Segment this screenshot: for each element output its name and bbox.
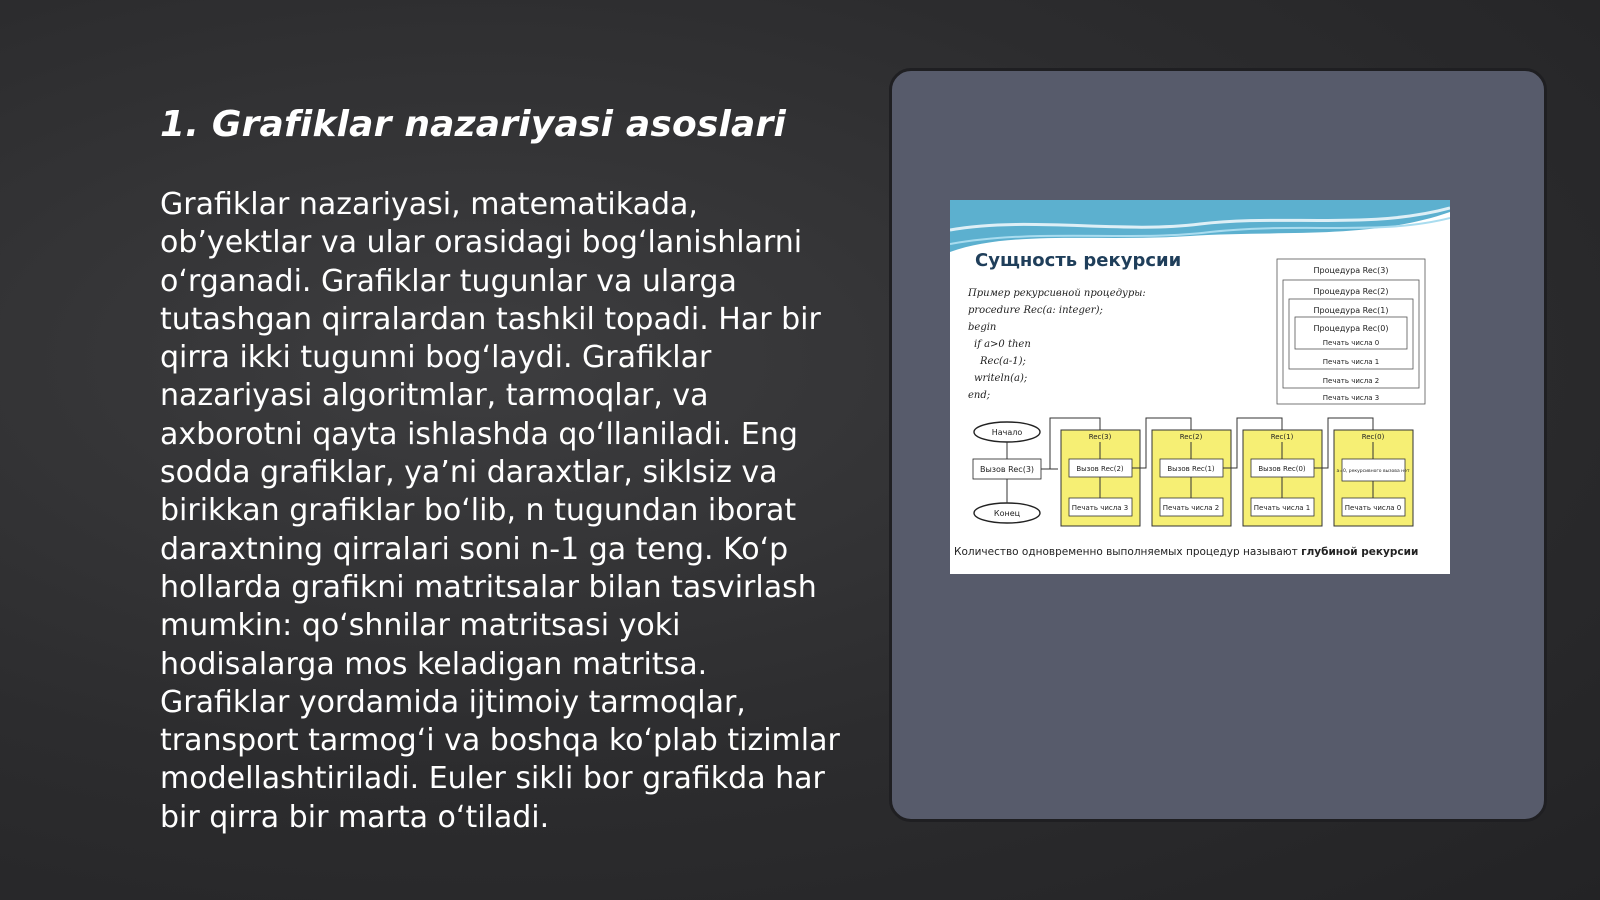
nested-label: Процедура Rec(2) (1313, 287, 1389, 296)
nested-label: Процедура Rec(3) (1313, 266, 1389, 275)
block-call: a=0, рекурсивного вызова нет (1336, 469, 1410, 474)
slide-body-text: Grafiklar nazariyasi, matematikada, ob’yektlar va ular orasidagi bog‘lanishlarni o‘rganadi. Grafiklar tugunlar va ularga tutashgan qirralardan tashkil topadi. Har bir qirra ikki tugunni bog‘laydi. Grafiklar nazariyasi algoritmlar, tarmoqlar, va axborotni qayta ishlashda qo‘llaniladi. Eng sodda grafiklar, ya’ni daraxtlar, siklsiz va birikkan grafiklar bo‘lib, n tugundan iborat daraxtning qirralari soni n-1 ga teng. Ko‘p hollarda grafikni matritsalar bilan tasvirlash mumkin: qo‘shnilar matritsasi yoki hodisalarga mos keladigan matritsa. Grafiklar yordamida ijtimoiy tarmoqlar, transport tarmog‘i va boshqa ko‘plab tizimlar modellashtiriladi. Euler sikli bor grafikda har bir qirra bir marta o‘tiladi. (160, 187, 840, 835)
caption-bold: глубиной рекурсии (1301, 546, 1419, 558)
block-title: Rec(2) (1179, 433, 1203, 441)
block-print: Печать числа 1 (1253, 504, 1311, 512)
diagram-caption (954, 546, 1418, 558)
block-call: Вызов Rec(0) (1258, 465, 1306, 473)
nested-label: Печать числа 3 (1322, 394, 1380, 402)
block-print: Печать числа 3 (1071, 504, 1129, 512)
nested-label: Процедура Rec(1) (1313, 306, 1389, 315)
code-line: begin (968, 322, 997, 333)
diagram-title: Сущность рекурсии (975, 250, 1182, 271)
nested-label: Печать числа 0 (1322, 339, 1380, 347)
block-title: Rec(0) (1361, 433, 1385, 441)
slide-title: 1. Grafiklar nazariyasi asoslari (160, 104, 787, 145)
end-label: Конец (993, 509, 1021, 518)
code-line: procedure Rec(a: integer); (968, 305, 1103, 316)
block-title: Rec(3) (1088, 433, 1112, 441)
recursion-diagram-image (950, 200, 1450, 574)
block-print: Печать числа 0 (1344, 504, 1402, 512)
nested-label: Процедура Rec(0) (1313, 324, 1389, 333)
code-line: end; (968, 390, 991, 401)
code-line: if a>0 then (974, 339, 1031, 350)
block-call: Вызов Rec(2) (1076, 465, 1124, 473)
nested-label: Печать числа 1 (1322, 358, 1380, 366)
block-print: Печать числа 2 (1162, 504, 1220, 512)
code-line: writeln(a); (974, 373, 1028, 384)
code-line: Rec(a-1); (980, 356, 1026, 367)
caption-plain: Количество одновременно выполняемых процедур называют (954, 546, 1302, 558)
start-call-label: Вызов Rec(3) (979, 465, 1035, 474)
block-title: Rec(1) (1270, 433, 1294, 441)
block-call: Вызов Rec(1) (1167, 465, 1215, 473)
code-line: Пример рекурсивной процедуры: (968, 288, 1146, 299)
nested-label: Печать числа 2 (1322, 377, 1380, 385)
start-label: Начало (991, 428, 1023, 437)
